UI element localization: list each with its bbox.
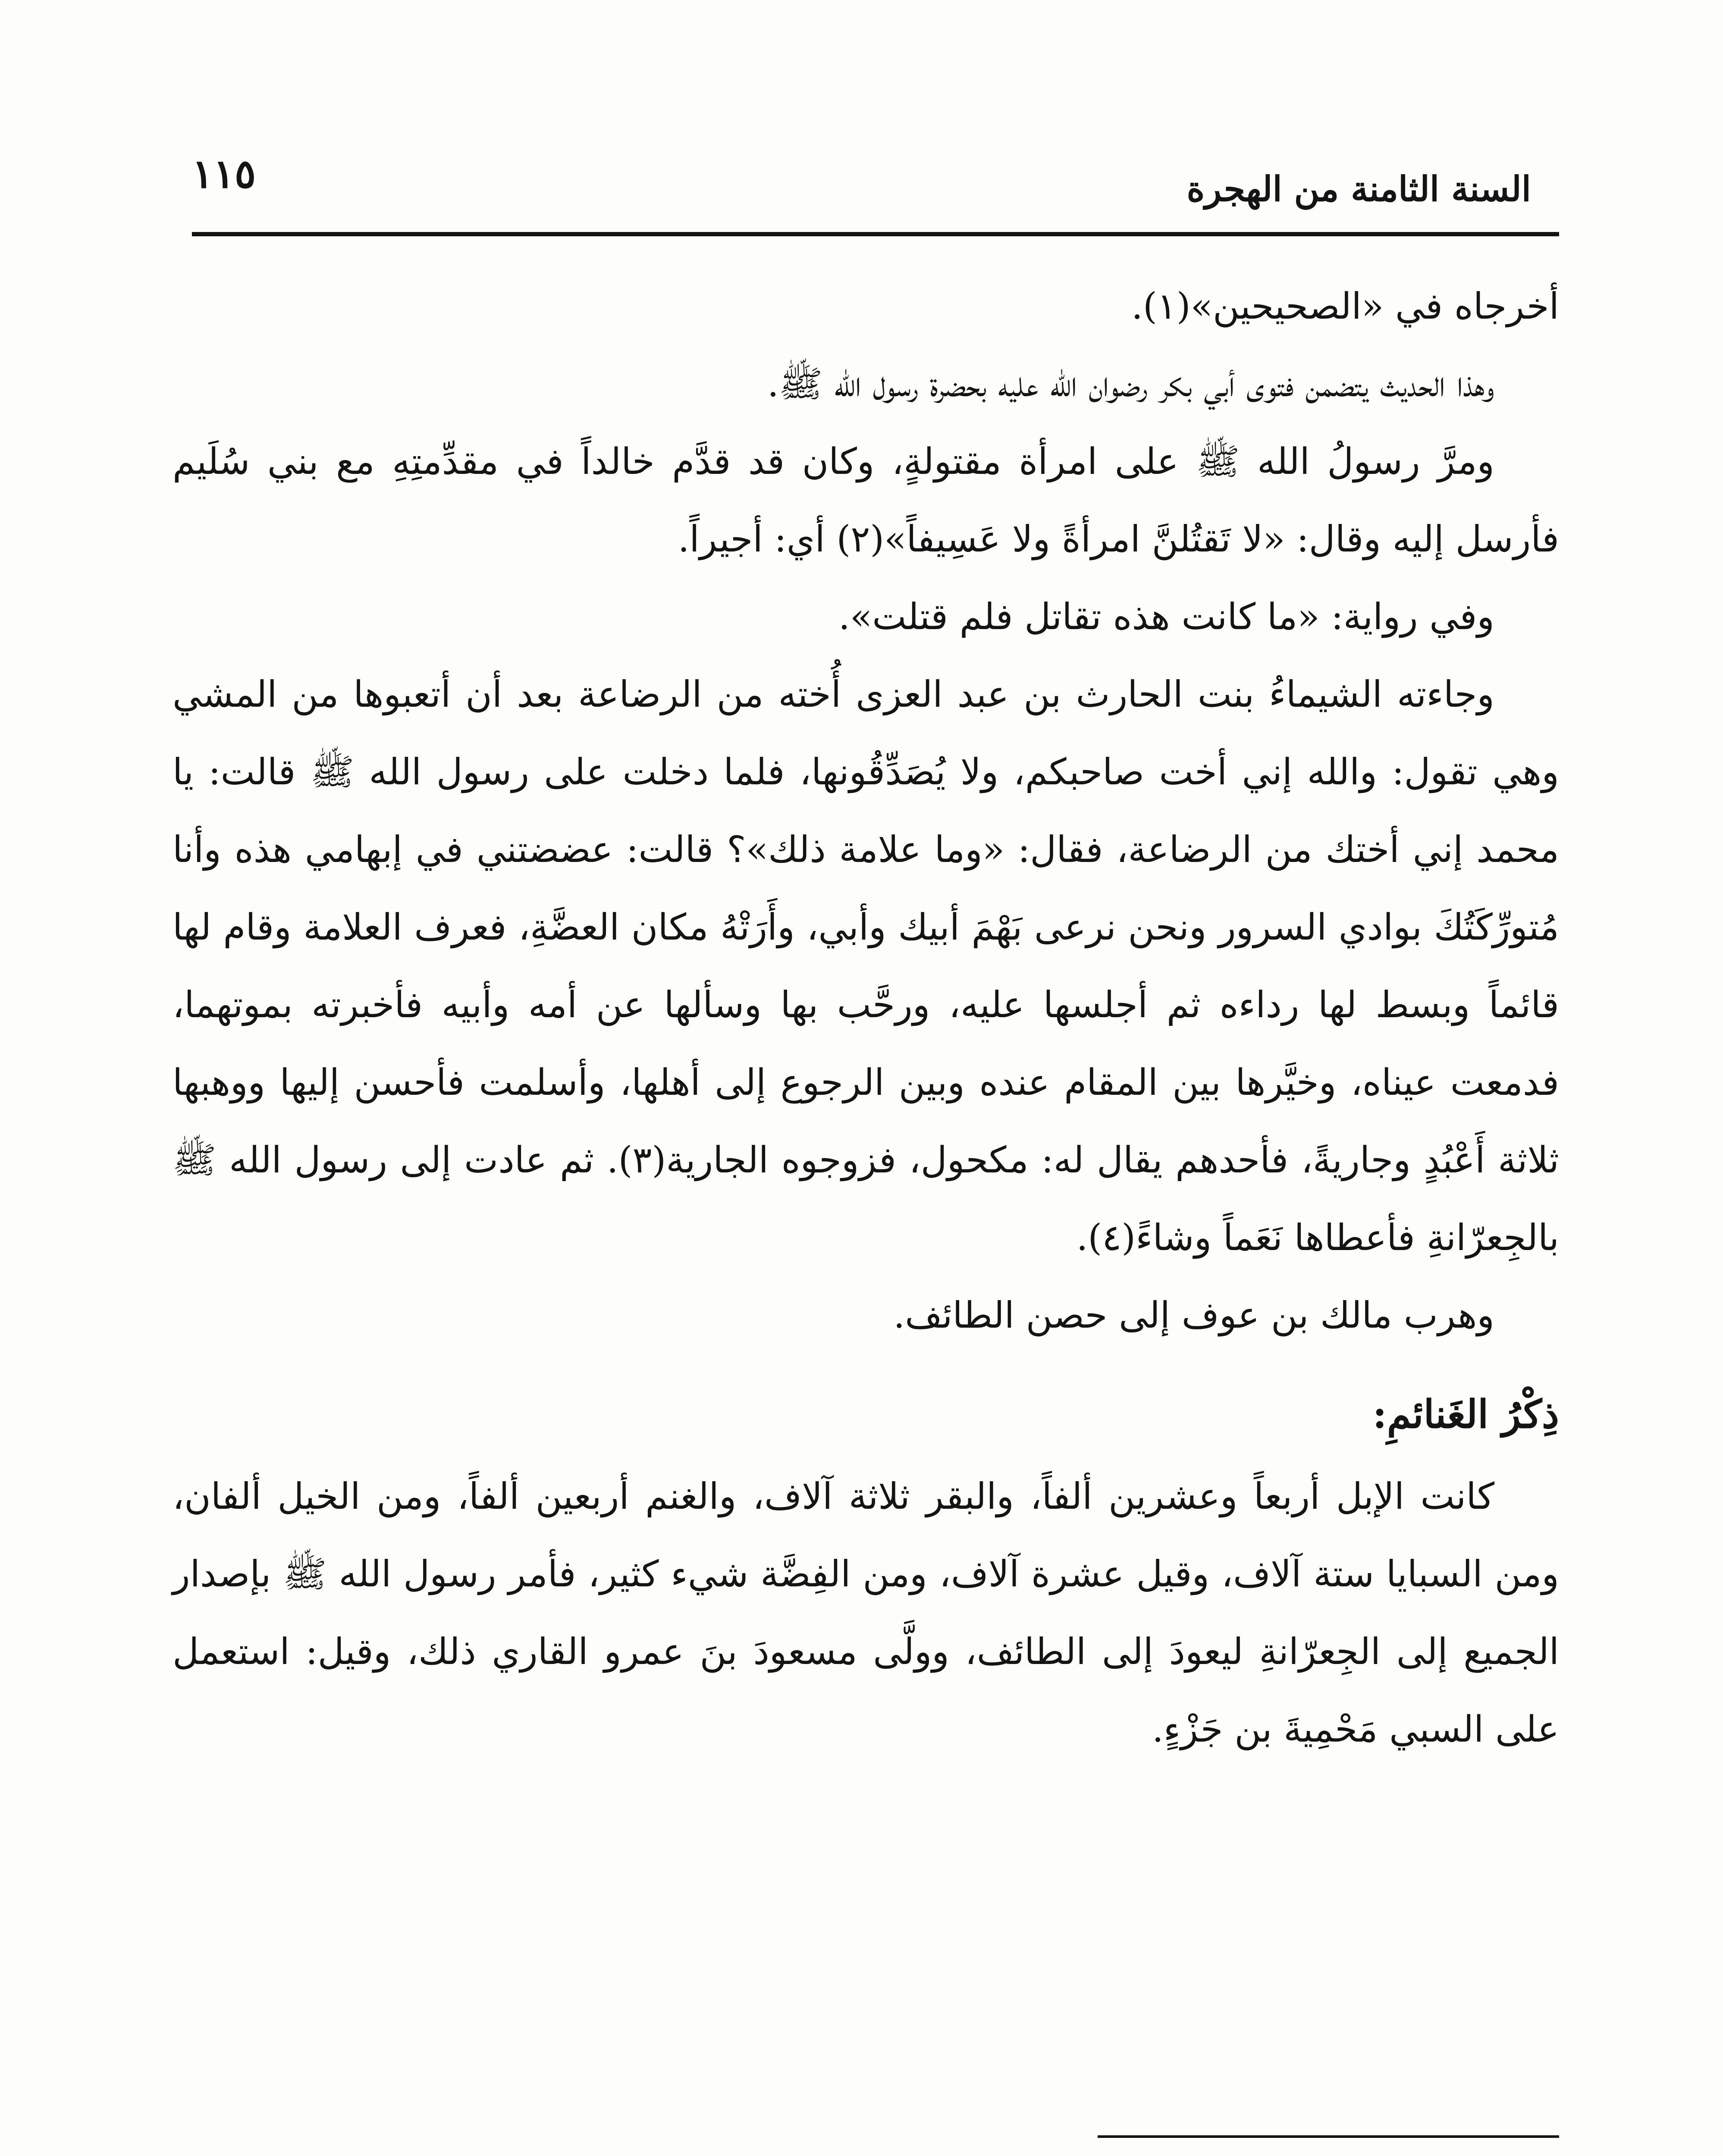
paragraph-shayma: وجاءته الشيماءُ بنت الحارث بن عبد العزى أُخته من الرضاعة بعد أن أتعبوها من المشي وهي تقول: والله إني أخت صاحبكم، ولا يُصَدِّقُونها، فلما دخلت على رسول الله ﷺ قالت: يا محمد إني أختك من الرضاعة، فقال: «وما علامة ذلك»؟ قالت: عضضتني في إبهامي هذه وأنا مُتورِّكَتُكَ بوادي السرور ونحن نرعى بَهْمَ أبيك وأبي، وأَرَتْهُ مكان العضَّةِ، فعرف العلامة وقام لها قائماً وبسط لها رداءه ثم أجلسها عليه، ورحَّب بها وسألها عن أمه وأبيه فأخبرته بموتهما، فدمعت عيناه، وخيَّرها بين المقام عنده وبين الرجوع إلى أهلها، وأسلمت فأحسن إليها ووهبها ثلاثة أَعْبُدٍ وجاريةً، فأحدهم يقال له: مكحول، فزوجوه الجارية(٣). ثم عادت إلى رسول الله ﷺ بالجِعرّانةِ فأعطاها نَعَماً وشاءً(٤). (173, 673, 1560, 1259)
page-number: ١١٥ (192, 150, 256, 197)
paragraph-riwaya: وفي رواية: «ما كانت هذه تقاتل فلم قتلت». (838, 595, 1494, 638)
main-text (173, 267, 1559, 1768)
header-rule (192, 232, 1559, 236)
paragraph-malik-flight: وهرب مالك بن عوف إلى حصن الطائف. (893, 1294, 1494, 1336)
running-title: السنة الثامنة من الهجرة (1186, 169, 1531, 209)
paragraph-fatwa: وهذا الحديث يتضمن فتوى أبي بكر رضوان الله عليه بحضرة رسول الله ﷺ. (767, 363, 1494, 405)
paragraph-slain-woman: ومرَّ رسولُ الله ﷺ على امرأة مقتولةٍ، وكان قد قدَّم خالداً في مقدِّمتِهِ مع بني سُلَيم فأرسل إليه وقال: «لا تَقتُلنَّ امرأةً ولا عَسِيفاً»(٢) أي: أجيراً. (173, 440, 1559, 560)
section-heading: ذِكْرُ الغَنائمِ: (1372, 1391, 1559, 1437)
page-header (192, 142, 1531, 229)
paragraph-spoils: كانت الإبل أربعاً وعشرين ألفاً، والبقر ثلاثة آلاف، والغنم أربعين ألفاً، ومن الخيل ألفان، ومن السبايا ستة آلاف، وقيل عشرة آلاف، ومن الفِضَّة شيء كثير، فأمر رسول الله ﷺ بإصدار الجميع إلى الجِعرّانةِ ليعودَ إلى الطائف، وولَّى مسعودَ بنَ عمرو القاري ذلك، وقيل: استعمل على السبي مَحْمِيةَ بن جَزْءٍ. (173, 1475, 1559, 1750)
paragraph-sahihayn: أخرجاه في «الصحيحين»(١). (1131, 285, 1559, 327)
footnote-rule (1098, 2135, 1559, 2138)
